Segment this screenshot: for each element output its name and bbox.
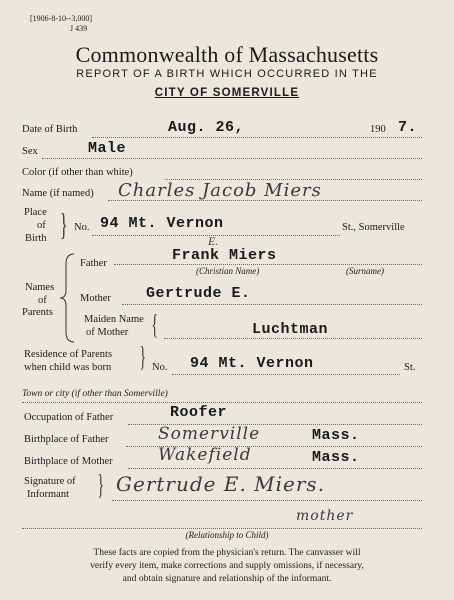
place-label-1: Place [24, 207, 47, 218]
year-prefix: 190 [370, 124, 386, 135]
place-value: 94 Mt. Vernon [100, 215, 224, 232]
name-value: Charles Jacob Miers [118, 180, 322, 201]
town-line [22, 402, 422, 403]
name-line [108, 200, 422, 201]
informant-label-1: Signature of [24, 476, 76, 487]
residence-label-1: Residence of Parents [24, 349, 113, 360]
occupation-value: Roofer [170, 404, 228, 421]
bp-father-state: Mass. [312, 427, 360, 444]
footer-line-3: and obtain signature and relationship of the informant. [122, 573, 332, 584]
date-label: Date of Birth [22, 124, 78, 135]
parents-brace [60, 252, 80, 344]
form-subtitle: REPORT OF A BIRTH WHICH OCCURRED IN THE [76, 68, 378, 80]
informant-value: Gertrude E. Miers. [116, 472, 326, 496]
mother-line [122, 304, 422, 305]
residence-value: 94 Mt. Vernon [190, 355, 314, 372]
relationship-line [22, 528, 422, 529]
residence-no: No. [152, 362, 168, 373]
informant-label-2: Informant [27, 489, 69, 500]
father-label: Father [80, 258, 107, 269]
bp-mother-state: Mass. [312, 449, 360, 466]
mother-label: Mother [80, 293, 111, 304]
mother-value: Gertrude E. [146, 285, 251, 302]
informant-brace: } [97, 470, 105, 501]
residence-label-2: when child was born [24, 362, 112, 373]
bp-mother-line [128, 468, 422, 469]
sex-line [42, 158, 422, 159]
sex-label: Sex [22, 146, 38, 157]
bp-mother-hand: Wakefield [158, 445, 252, 465]
place-no: No. [74, 222, 90, 233]
maiden-brace: { [151, 310, 159, 341]
father-line [114, 264, 422, 265]
christian-name-caption: (Christian Name) [196, 266, 260, 276]
occupation-label: Occupation of Father [24, 412, 114, 423]
place-suffix: St., Somerville [342, 222, 405, 233]
place-brace: } [59, 206, 68, 242]
place-label-3: Birth [25, 233, 47, 244]
year-value: 7. [398, 119, 418, 136]
sex-value: Male [88, 140, 127, 157]
form-title: Commonwealth of Massachusetts [75, 42, 379, 67]
maiden-label-1: Maiden Name [84, 314, 144, 325]
surname-caption: (Surname) [346, 266, 384, 276]
parents-label-2: of [38, 295, 47, 306]
city-name: CITY OF SOMERVILLE [154, 87, 300, 99]
relationship-label: (Relationship to Child) [185, 530, 269, 540]
residence-suffix: St. [404, 362, 416, 373]
relationship-value: mother [296, 508, 354, 524]
father-value: Frank Miers [172, 247, 277, 264]
footer-line-1: These facts are copied from the physician's return. The canvasser will [93, 547, 361, 558]
bp-father-label: Birthplace of Father [24, 434, 109, 445]
maiden-label-2: of Mother [86, 327, 129, 338]
residence-line [172, 374, 400, 375]
bp-father-hand: Somerville [158, 424, 261, 444]
footer-line-2: verify every item, make corrections and supply omissions, if necessary, [90, 560, 364, 571]
informant-line [112, 500, 422, 501]
parents-label-1: Names [25, 282, 55, 293]
color-label: Color (if other than white) [22, 167, 133, 178]
residence-brace: } [139, 342, 147, 373]
name-label: Name (if named) [22, 188, 94, 199]
father-mark: E. [208, 234, 219, 248]
date-value: Aug. 26, [168, 119, 245, 136]
place-label-2: of [37, 220, 46, 231]
form-code: [1906-8-10--3,000] [30, 14, 92, 23]
parents-label-3: Parents [22, 307, 53, 318]
form-id: J 439 [70, 24, 88, 33]
bp-mother-label: Birthplace of Mother [24, 456, 113, 467]
town-label: Town or city (if other than Somerville) [22, 389, 168, 399]
date-line [92, 137, 422, 138]
maiden-value: Luchtman [252, 321, 329, 338]
maiden-line [164, 338, 422, 339]
